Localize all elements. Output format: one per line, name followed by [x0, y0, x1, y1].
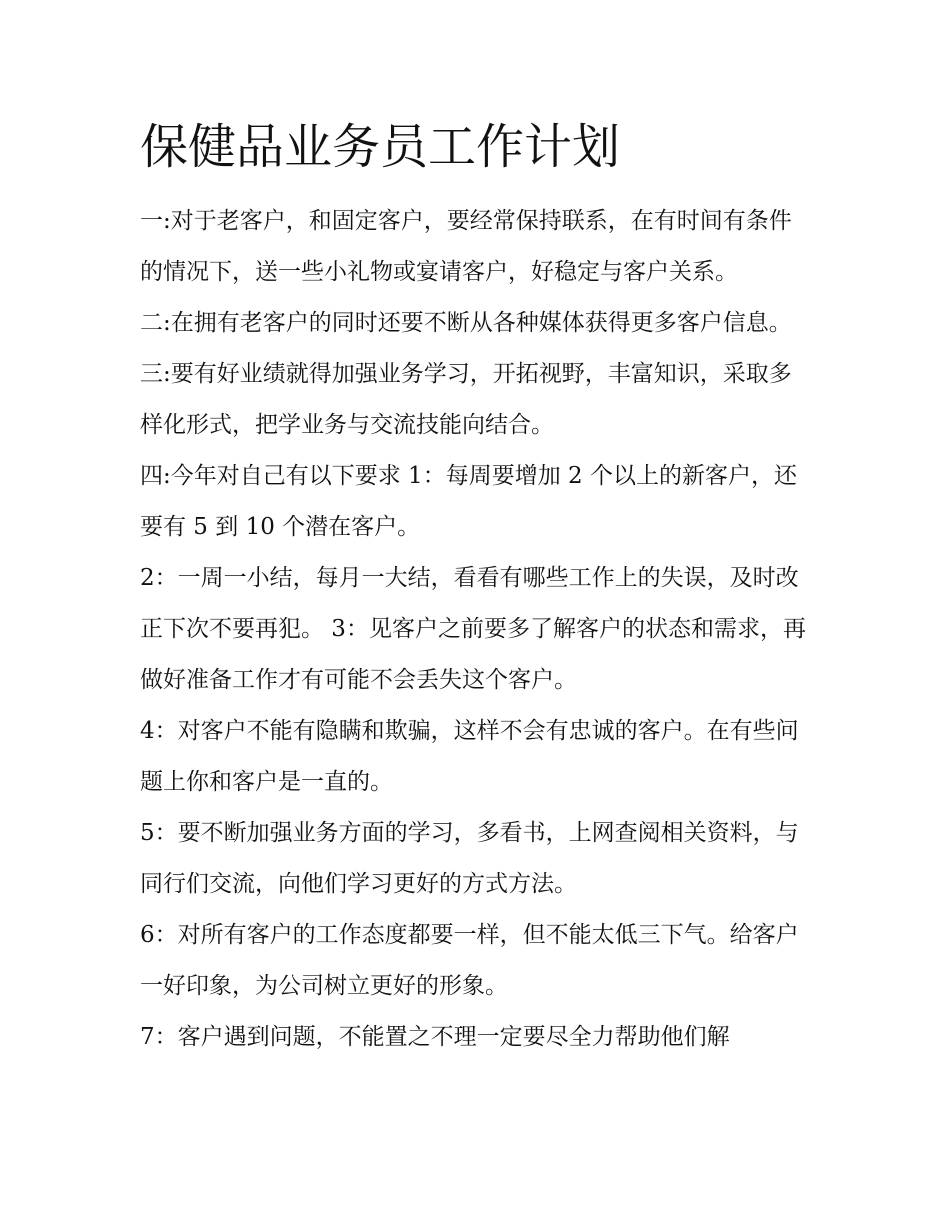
- paragraph-8: 7：客户遇到问题，不能置之不理一定要尽全力帮助他们解: [140, 1024, 730, 1050]
- paragraph-4: 2：一周一小结，每月一大结，看看有哪些工作上的失误，及时改正下次不要再犯。 3：见客户之前要多了解客户的状态和需求，再做好准备工作才有可能不会丢失这个客户。: [140, 565, 806, 693]
- document-body: [140, 196, 812, 1063]
- paragraph-3: 四:今年对自己有以下要求 1：每周要增加 2 个以上的新客户，还要有 5 到 10 个潜在客户。: [140, 463, 797, 540]
- paragraph-6: 5：要不断加强业务方面的学习，多看书，上网查阅相关资料，与同行们交流，向他们学习更好的方式方法。: [140, 820, 799, 897]
- paragraph-1: 一:对于老客户，和固定客户，要经常保持联系，在有时间有条件的情况下，送一些小礼物或宴请客户，好稳定与客户关系。: [140, 208, 792, 285]
- paragraph-7: 6：对所有客户的工作态度都要一样，但不能太低三下气。给客户一好印象，为公司树立更好的形象。: [140, 922, 799, 999]
- paragraph-5: 4：对客户不能有隐瞒和欺骗，这样不会有忠诚的客户。在有些问题上你和客户是一直的。: [140, 718, 799, 795]
- document-title: 保健品业务员工作计划: [140, 119, 621, 175]
- paragraph-2: 二:在拥有老客户的同时还要不断从各种媒体获得更多客户信息。 三:要有好业绩就得加强业务学习，开拓视野，丰富知识，采取多样化形式，把学业务与交流技能向结合。: [140, 310, 792, 438]
